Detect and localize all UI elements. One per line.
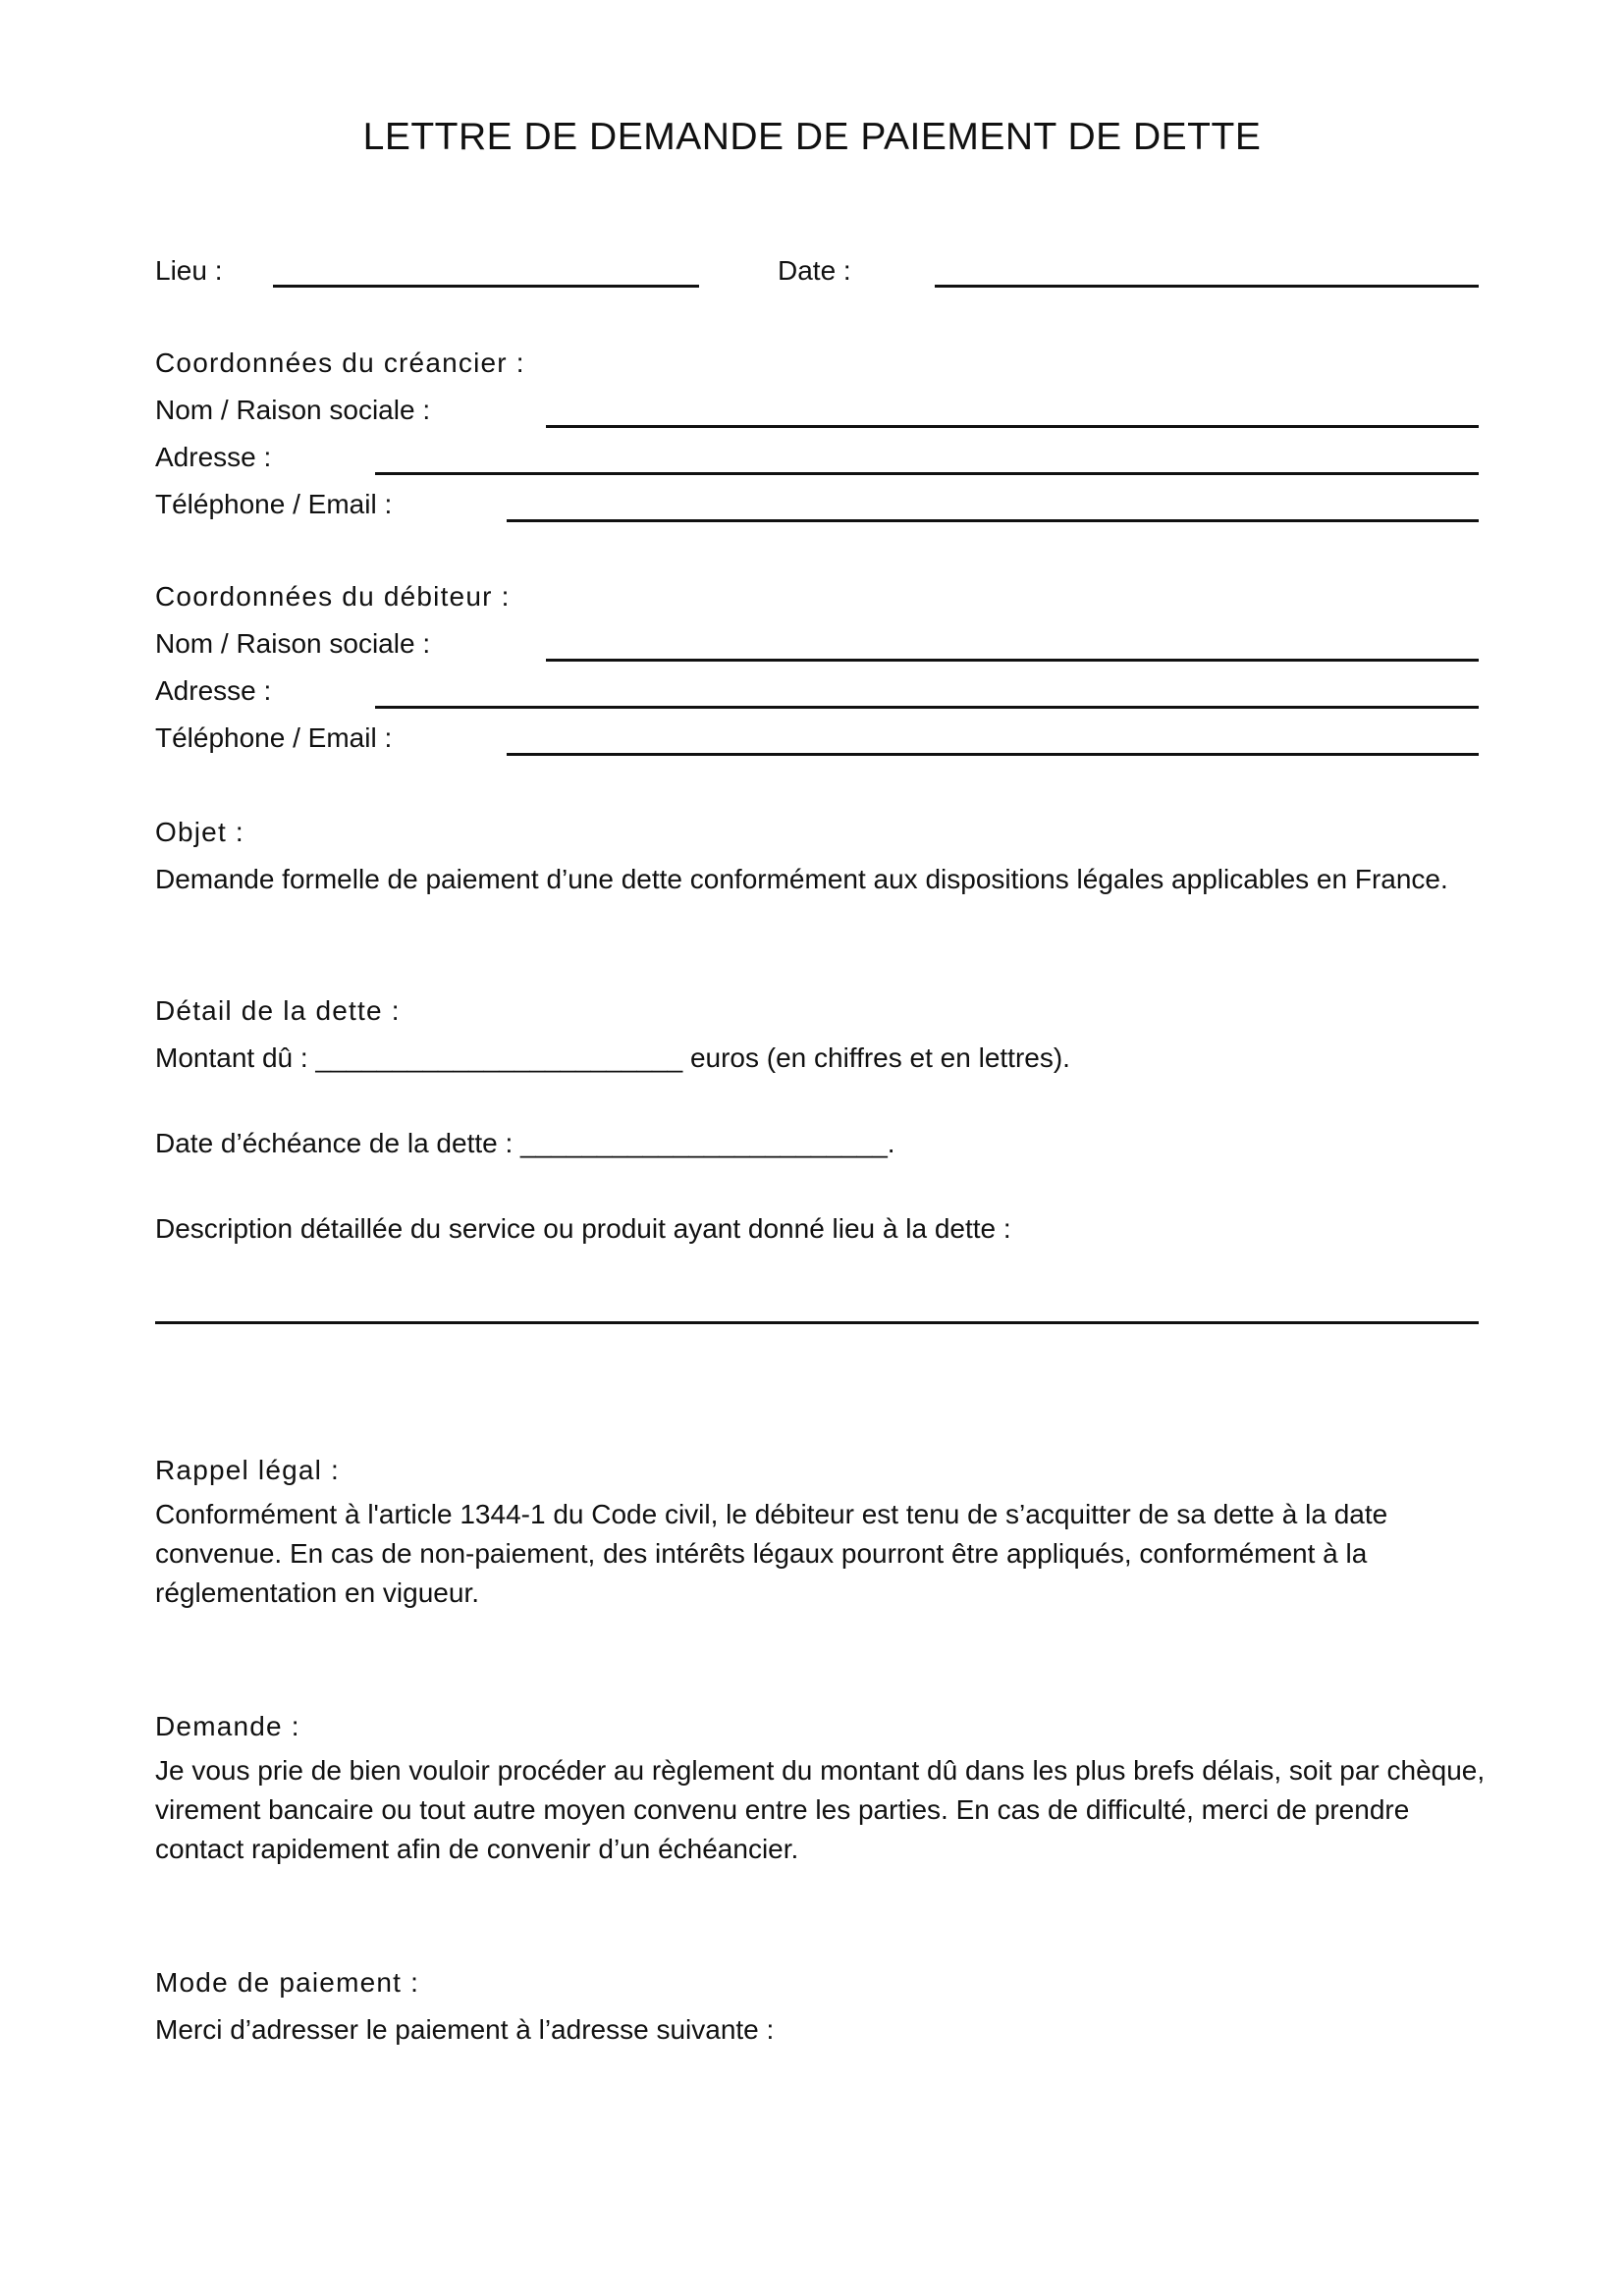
paiement-text: Merci d’adresser le paiement à l’adresse suivante : [155, 2014, 775, 2045]
debiteur-heading: Coordonnées du débiteur : [155, 581, 511, 612]
demande-text: Je vous prie de bien vouloir procéder au règlement du montant dû dans les plus brefs délais, soit par chèque, virement bancaire ou tout autre moyen convenu entre les parties. En cas de difficulté, merci de prendre contact rapidement afin de convenir d’un échéancier. [155, 1755, 1486, 1864]
creancier-contact-label: Téléphone / Email : [155, 489, 393, 519]
date-label: Date : [778, 255, 851, 286]
debiteur-address-field[interactable] [375, 706, 1479, 709]
description-field[interactable] [155, 1321, 1479, 1324]
creancier-name-field[interactable] [546, 425, 1479, 428]
amount-line: Montant dû : ________________________ euros (en chiffres et en lettres). [155, 1042, 1070, 1073]
lieu-field[interactable] [273, 285, 699, 288]
paiement-heading: Mode de paiement : [155, 1967, 420, 1998]
creancier-name-label: Nom / Raison sociale : [155, 395, 431, 425]
detail-heading: Détail de la dette : [155, 995, 401, 1026]
creancier-address-label: Adresse : [155, 442, 272, 472]
page-title: LETTRE DE DEMANDE DE PAIEMENT DE DETTE [362, 116, 1262, 158]
debiteur-name-label: Nom / Raison sociale : [155, 628, 431, 659]
rappel-heading: Rappel légal : [155, 1455, 341, 1485]
objet-text: Demande formelle de paiement d’une dette conformément aux dispositions légales applicables en France. [155, 864, 1448, 894]
date-field[interactable] [935, 285, 1479, 288]
creancier-contact-field[interactable] [507, 519, 1479, 522]
lieu-label: Lieu : [155, 255, 223, 286]
creancier-heading: Coordonnées du créancier : [155, 347, 525, 378]
objet-heading: Objet : [155, 817, 244, 847]
debiteur-contact-field[interactable] [507, 753, 1479, 756]
description-label: Description détaillée du service ou produit ayant donné lieu à la dette : [155, 1213, 1011, 1244]
debiteur-address-label: Adresse : [155, 675, 272, 706]
debiteur-contact-label: Téléphone / Email : [155, 722, 393, 753]
due-date-line: Date d’échéance de la dette : ________________________. [155, 1128, 895, 1158]
demande-heading: Demande : [155, 1711, 300, 1741]
debiteur-name-field[interactable] [546, 659, 1479, 662]
creancier-address-field[interactable] [375, 472, 1479, 475]
rappel-text: Conformément à l'article 1344-1 du Code civil, le débiteur est tenu de s’acquitter de sa dette à la date convenue. En cas de non-paiement, des intérêts légaux pourront être appliqués, conformément à la réglementation en vigueur. [155, 1499, 1388, 1608]
